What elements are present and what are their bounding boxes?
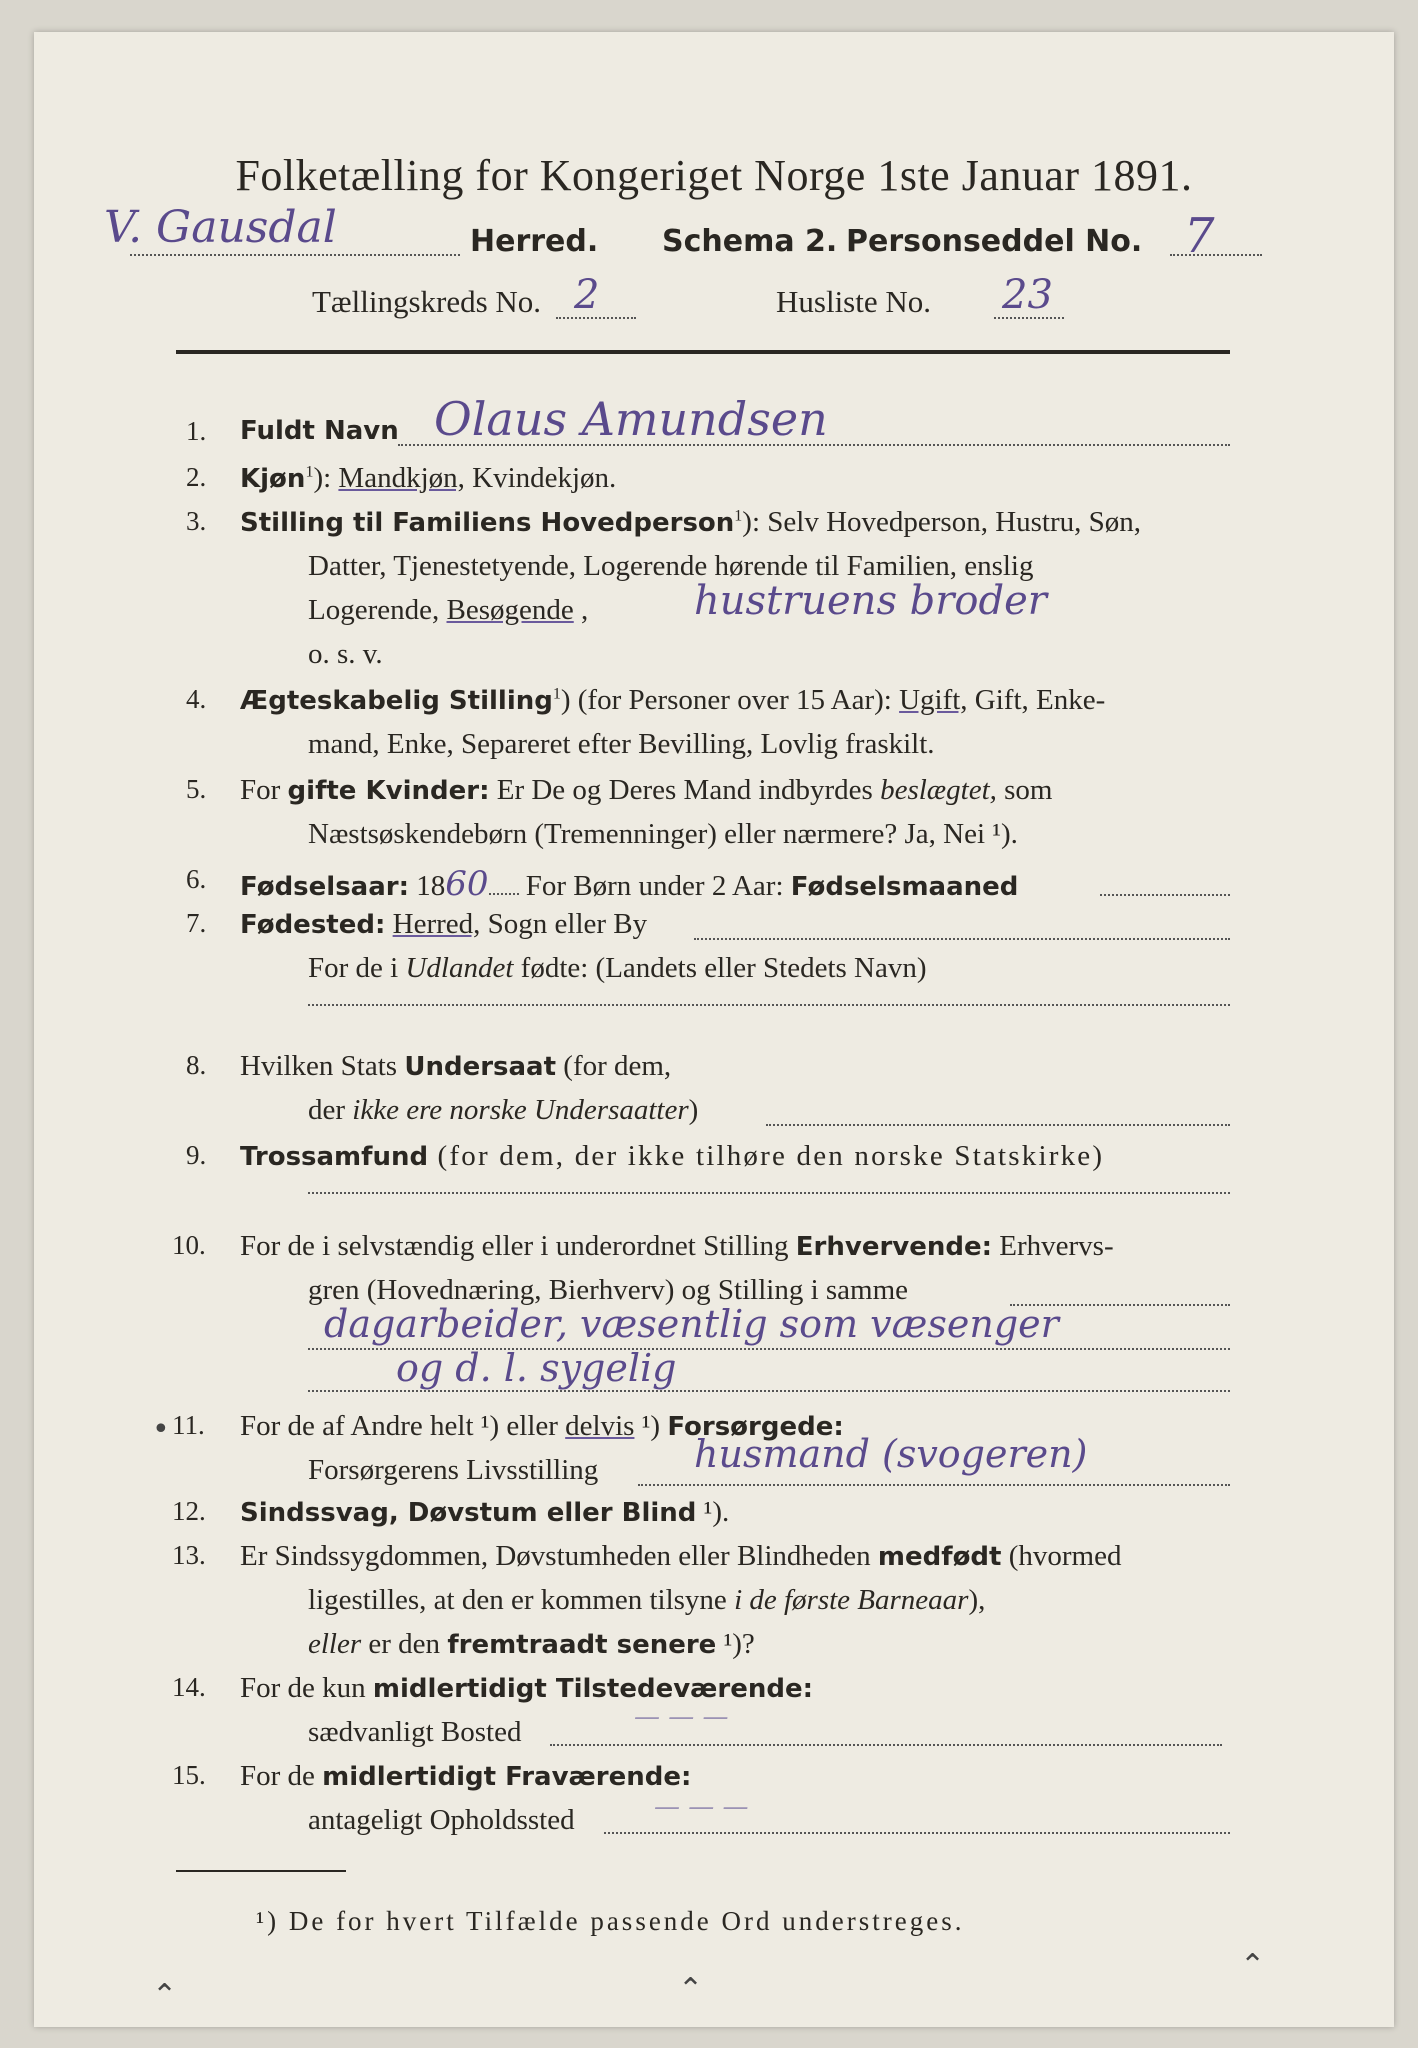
herred-value: V. Gausdal (104, 202, 337, 253)
q2-opt-mandkjon: Mandkjøn, (338, 462, 465, 494)
q6-label2: Fødselsmaaned (790, 872, 1019, 902)
q15-line2: antageligt Opholdssted (308, 1804, 575, 1836)
corner-mark-right: ⌃ (1240, 1948, 1266, 1983)
q13-line2-b: ), (968, 1584, 986, 1616)
q4-rest-b: Gift, Enke- (967, 684, 1106, 716)
q13-line1 (240, 1540, 1121, 1573)
q7-line2-a: For de i (308, 952, 406, 984)
q7-rest: Sogn eller By (480, 908, 648, 940)
q3-label: Stilling til Familiens Hovedperson (240, 508, 735, 538)
q14-value: — — — (634, 1702, 729, 1732)
q5-number: 5. (186, 774, 207, 804)
q3-line4: o. s. v. (308, 638, 383, 670)
q11-value: husmand (svogeren) (694, 1432, 1088, 1476)
taellingskreds-dots (556, 317, 636, 319)
q10-value1: dagarbeider, væsentlig som væsenger (324, 1302, 1059, 1346)
q3-besogende: Besøgende (446, 594, 574, 626)
q8-ikke-norske: ikke ere norske Undersaatter (352, 1094, 689, 1126)
q6-value: 60 (445, 864, 489, 904)
q4-line1 (240, 684, 1105, 717)
q13-eller: eller (308, 1628, 362, 1660)
personseddel-label: Personseddel No. (846, 224, 1143, 259)
herred-dots (130, 254, 460, 256)
q7-number: 7. (186, 908, 207, 938)
q15-pre: For de (240, 1760, 323, 1792)
q14-line1 (240, 1672, 813, 1705)
footnote: ¹) De for hvert Tilfælde passende Ord understreges. (256, 1906, 965, 1936)
q2-label: Kjøn (240, 464, 306, 494)
q6-label: Fødselsaar: (240, 872, 409, 902)
q10-pre: For de i selvstændig eller i underordnet Stilling (240, 1230, 796, 1262)
q13-number: 13. (172, 1540, 206, 1570)
q5-label: gifte Kvinder: (287, 776, 490, 806)
q15-number: 15. (172, 1760, 206, 1790)
q10-label: Erhvervende: (795, 1232, 993, 1262)
q5-line2: Næstsøskendebørn (Tremenninger) eller nærmere? Ja, Nei ¹). (308, 818, 1018, 850)
q2-sup: 1 (305, 463, 314, 481)
q5-rest2: som (996, 774, 1053, 806)
q7-opt-herred: Herred, (392, 908, 481, 940)
q15-label: midlertidigt Fraværende: (322, 1762, 692, 1792)
form-title: Folketælling for Kongeriget Norge 1ste Januar 1891. (235, 151, 1193, 200)
q9-line (240, 1140, 1104, 1173)
q12-label: Sindssvag, Døvstum eller Blind (240, 1498, 697, 1528)
q3-line2: Datter, Tjenestetyende, Logerende hørende til Familien, enslig (308, 550, 1034, 582)
q8-number: 8. (186, 1050, 207, 1080)
q12-line (240, 1496, 729, 1529)
q1-value: Olaus Amundsen (434, 392, 828, 446)
husliste-value: 23 (1002, 272, 1053, 318)
corner-mark-left: ⌃ (152, 1978, 178, 2013)
q10-rest: Erhvervs- (992, 1230, 1114, 1262)
q5-beslaegtet: beslægtet, (880, 774, 997, 806)
q10-line1 (240, 1230, 1114, 1263)
q11-dots (638, 1484, 1230, 1486)
q2-number: 2. (186, 462, 207, 492)
q5-line1 (240, 774, 1052, 807)
q5-rest: Er De og Deres Mand indbyrdes (489, 774, 881, 806)
q7-line2-b: fødte: (Landets eller Stedets Navn) (513, 952, 927, 984)
q4-sup: 1 (552, 685, 561, 703)
q1-number: 1. (186, 416, 207, 446)
q14-pre: For de kun (240, 1672, 373, 1704)
q8-dots (766, 1124, 1230, 1126)
q3-line3 (308, 594, 588, 627)
q3-value: hustruens broder (694, 578, 1047, 624)
q10-number: 10. (172, 1230, 206, 1260)
q1-label: Fuldt Navn (240, 416, 399, 446)
q14-dots (550, 1744, 1222, 1746)
q12-rest: ¹). (696, 1496, 730, 1528)
q14-line2: sædvanligt Bosted (308, 1716, 522, 1748)
q8-line2-a: der (308, 1094, 353, 1126)
q7-line2 (308, 952, 927, 985)
taellingskreds-value: 2 (574, 272, 600, 318)
q15-dots (604, 1832, 1230, 1834)
q13-line2-a: ligestilles, at den er kommen tilsyne (308, 1584, 735, 1616)
q3-comma: , (573, 594, 589, 626)
q14-number: 14. (172, 1672, 206, 1702)
q6-rest: For Børn under 2 Aar: (518, 870, 791, 902)
schema-label: Schema 2. (662, 224, 838, 259)
q3-line1 (240, 506, 1141, 539)
q7-dots2 (308, 1004, 1230, 1006)
q11-number: 11. (172, 1410, 205, 1440)
q11-rest: ¹) (634, 1410, 668, 1442)
q8-line2-b: ) (688, 1094, 699, 1126)
husliste-label: Husliste No. (776, 284, 931, 319)
q10-dots3 (308, 1390, 1230, 1392)
q7-label: Fødested: (240, 910, 386, 940)
q13-pre: Er Sindssygdommen, Døvstumheden eller Blindheden (240, 1540, 878, 1572)
q8-line2 (308, 1094, 698, 1127)
q13-line3 (308, 1628, 755, 1661)
q8-line1 (240, 1050, 671, 1083)
q10-value2: og d. l. sygelig (396, 1346, 677, 1390)
q2-rest: ): (313, 462, 339, 494)
personseddel-value: 7 (1184, 208, 1215, 264)
q6-dots (1100, 894, 1230, 896)
corner-mark-center: ⌃ (678, 1972, 704, 2007)
q9-label: Trossamfund (240, 1142, 429, 1172)
q7-dots (694, 938, 1230, 940)
q13-line3-a: er den (361, 1628, 448, 1660)
footnote-rule (176, 1870, 346, 1872)
q7-line1 (240, 908, 647, 941)
header-rule (176, 350, 1230, 354)
margin-dot: • (152, 1412, 170, 1447)
q9-number: 9. (186, 1140, 207, 1170)
q2-line (240, 462, 616, 495)
q13-line2 (308, 1584, 985, 1617)
q4-rest-a: ) (for Personer over 15 Aar): (560, 684, 900, 716)
q9-dots (308, 1192, 1230, 1194)
q4-number: 4. (186, 684, 207, 714)
taellingskreds-label: Tællingskreds No. (312, 284, 542, 319)
q8-label: Undersaat (404, 1052, 557, 1082)
q3-rest: ): Selv Hovedperson, Hustru, Søn, (742, 506, 1142, 538)
census-form (34, 32, 1394, 2027)
q13-rest: (hvormed (1001, 1540, 1122, 1572)
q3-logerende: Logerende, (308, 594, 447, 626)
q4-opt-ugift: Ugift, (899, 684, 968, 716)
herred-label: Herred. (470, 224, 599, 259)
q3-number: 3. (186, 506, 207, 536)
q8-rest: (for dem, (556, 1050, 672, 1082)
q2-opt-kvindekjon: Kvindekjøn. (464, 462, 617, 494)
q15-value: — — — (654, 1792, 749, 1822)
q13-label: medfødt (877, 1542, 1002, 1572)
q3-sup: 1 (734, 507, 743, 525)
q6-number: 6. (186, 864, 207, 894)
q6-line (240, 864, 1018, 904)
personseddel-dots (1170, 254, 1262, 256)
q4-line2: mand, Enke, Separeret efter Bevilling, Lovlig fraskilt. (308, 728, 935, 760)
q13-senere: fremtraadt senere (447, 1630, 717, 1660)
q10-line2: gren (Hovednæring, Bierhverv) og Stilling i samme (308, 1274, 909, 1306)
q11-pre: For de af Andre helt ¹) eller (240, 1410, 566, 1442)
q15-line1 (240, 1760, 691, 1793)
q13-line3-c: ¹)? (716, 1628, 755, 1660)
q9-rest: (for dem, der ikke tilhøre den norske Statskirke) (428, 1140, 1105, 1172)
q11-label: Forsørgede: (667, 1412, 844, 1442)
q11-line2: Forsørgerens Livsstilling (308, 1454, 599, 1486)
husliste-dots (994, 317, 1064, 319)
q5-pre: For (240, 774, 288, 806)
q12-number: 12. (172, 1496, 206, 1526)
q4-label: Ægteskabelig Stilling (240, 686, 553, 716)
q14-label: midlertidigt Tilstedeværende: (372, 1674, 814, 1704)
q11-delvis: delvis (565, 1410, 635, 1442)
q13-barneaar: i de første Barneaar (734, 1584, 969, 1616)
q7-udlandet: Udlandet (405, 952, 514, 984)
q8-pre: Hvilken Stats (240, 1050, 405, 1082)
q6-prefix: 18 (409, 870, 446, 902)
